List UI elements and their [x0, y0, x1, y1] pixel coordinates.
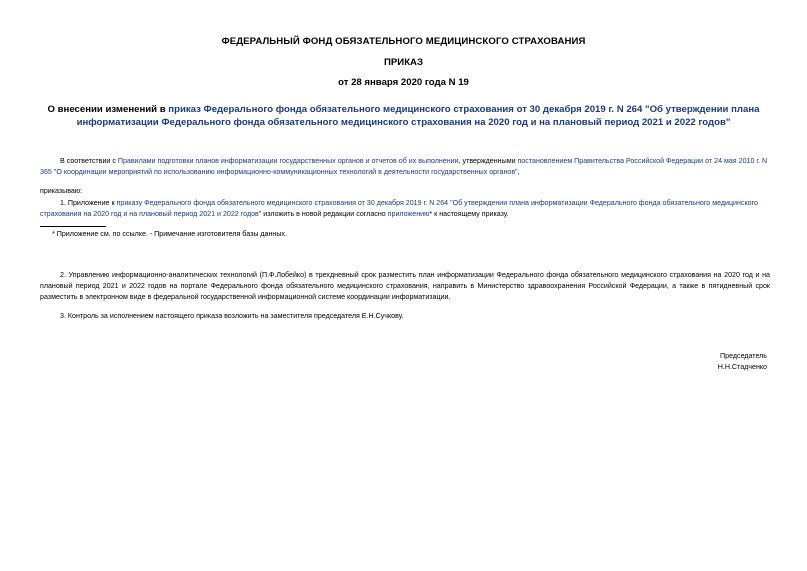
organization-heading: ФЕДЕРАЛЬНЫЙ ФОНД ОБЯЗАТЕЛЬНОГО МЕДИЦИНСКОГО СТРАХОВАНИЯ — [221, 36, 586, 47]
document-date-number: от 28 января 2020 года N 19 — [338, 77, 469, 88]
order-264-link[interactable]: приказу Федерального фонда обязательного медицинского страхования от 30 декабря 2019 г. N 264 "Об утверждении плана информатизации Федерального фонда обязательного медицинского страхования на 2020 год и на плановый период 2021 и 2022 годов" — [40, 199, 758, 218]
paragraph-item-3: 3. Контроль за исполнением настоящего приказа возложить на заместителя председателя Е.Н.Сучкову. — [60, 312, 404, 320]
title-order-link[interactable]: приказ Федерального фонда обязательного медицинского страхования от 30 декабря 2019 г. N 264 "Об утверждении плана информатизации Федерального фонда обязательного медицинского страхования на 2020 год и на плановый период 2021 и 2022 годов" — [76, 104, 760, 128]
signature-block — [718, 351, 767, 373]
signature-name: Н.Н.Стадченко — [717, 363, 767, 371]
document-title — [0, 103, 807, 129]
title-prefix: О внесении изменений в — [47, 104, 169, 115]
p1-prefix: В соответствии с — [60, 157, 118, 165]
paragraph-basis — [40, 156, 770, 178]
appendix-link[interactable]: приложению — [387, 210, 430, 218]
paragraph-order-word: приказываю: — [40, 187, 83, 195]
p1-mid: , утвержденными — [458, 157, 518, 165]
footnote: * Приложение см. по ссылке. - Примечание изготовителя базы данных. — [52, 230, 287, 238]
footnote-divider — [40, 226, 106, 227]
p1-suffix: , — [517, 168, 520, 176]
government-decree-link[interactable]: постановлением Правительства Российской Федерации от 24 мая 2010 г. N 365 "О координации мероприятий по использованию информационно-коммуникационных технологий в деятельности государственных органов" — [40, 157, 768, 176]
signature-position: Председатель — [720, 352, 767, 360]
p3-mid: изложить в новой редакции согласно — [261, 210, 388, 218]
paragraph-item-2: 2. Управлению информационно-аналитических технологий (П.Ф.Лобейко) в трехдневный срок разместить план информатизации Федерального фонда обязательного медицинского страхования на 2020 год и на плановый период 2021 и 2022 годов на портале Федерального фонда обязательного медицинского страхования, направить в Министерство здравоохранения Российской Федерации, а также в пятидневный срок разместить в электронном виде в федеральной государственной информационной системе координации информатизации. — [40, 271, 770, 301]
p3-suffix: * к настоящему приказу. — [429, 210, 509, 218]
rules-link[interactable]: Правилами подготовки планов информатизации государственных органов и отчетов об их выполнении — [117, 157, 459, 165]
paragraph-item-1 — [40, 198, 770, 220]
p3-prefix: 1. Приложение к — [60, 199, 117, 207]
document-type-heading: ПРИКАЗ — [384, 57, 423, 68]
